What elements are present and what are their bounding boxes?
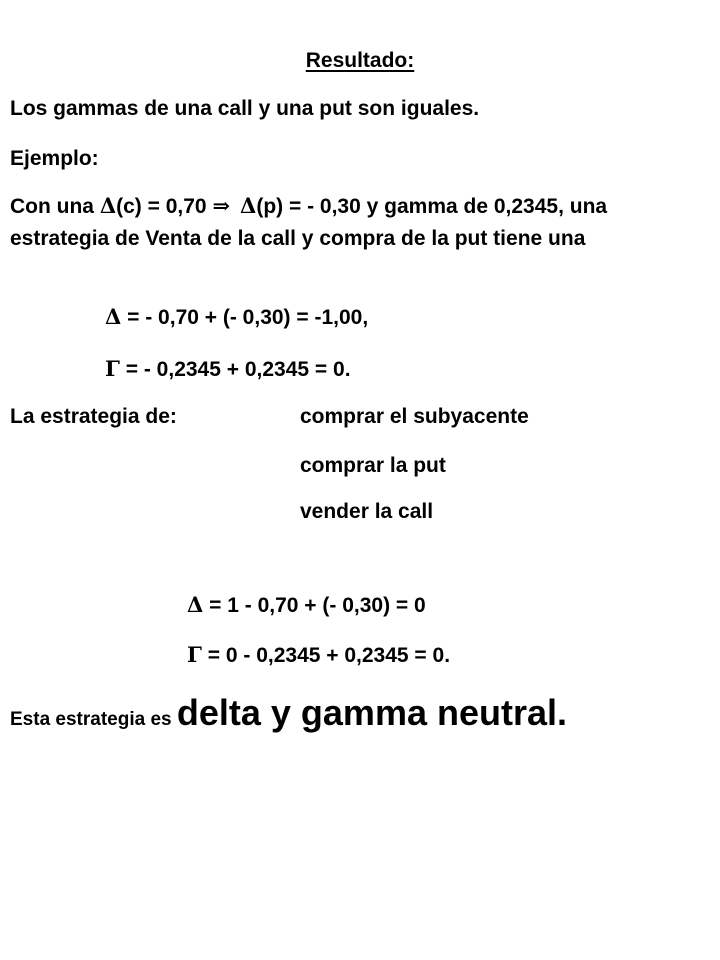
conclusion-line bbox=[10, 693, 567, 733]
example-label: Ejemplo: bbox=[10, 147, 99, 170]
equation-gamma-2 bbox=[187, 643, 450, 668]
implies-arrow-icon: ⇒ bbox=[212, 193, 231, 218]
equation-gamma-1 bbox=[105, 357, 351, 382]
page-title: Resultado: bbox=[305, 49, 415, 72]
gamma-symbol: Γ bbox=[105, 356, 120, 381]
equation-text: = - 0,2345 + 0,2345 = 0. bbox=[119, 358, 351, 381]
equation-delta-1 bbox=[105, 305, 368, 330]
delta-symbol: Δ bbox=[99, 193, 117, 218]
equation-text: = 1 - 0,70 + (- 0,30) = 0 bbox=[203, 594, 426, 617]
paragraph-text-2: (c) = 0,70 bbox=[116, 195, 213, 218]
conclusion-emphasis: delta y gamma neutral. bbox=[176, 692, 568, 733]
conclusion-lead: Esta estrategia es bbox=[10, 709, 177, 730]
example-paragraph bbox=[10, 190, 710, 255]
strategy-item: comprar el subyacente bbox=[300, 405, 529, 428]
delta-symbol: Δ bbox=[187, 592, 204, 617]
strategy-item: comprar la put bbox=[300, 454, 446, 477]
strategy-label: La estrategia de: bbox=[10, 405, 177, 428]
delta-symbol: Δ bbox=[105, 304, 122, 329]
equation-delta-2 bbox=[187, 593, 426, 618]
delta-symbol: Δ bbox=[240, 193, 257, 218]
statement-line: Los gammas de una call y una put son iguales. bbox=[10, 97, 480, 120]
equation-text: = - 0,70 + (- 0,30) = -1,00, bbox=[121, 306, 369, 329]
paragraph-text-1: Con una bbox=[10, 195, 100, 218]
equation-text: = 0 - 0,2345 + 0,2345 = 0. bbox=[201, 644, 451, 667]
gamma-symbol: Γ bbox=[187, 642, 202, 667]
strategy-item: vender la call bbox=[300, 500, 434, 523]
paragraph-text-3: (p) = - 0,30 y gamma de 0,2345, una estrategia de Venta de la call y compra de la put tiene una bbox=[10, 195, 608, 250]
